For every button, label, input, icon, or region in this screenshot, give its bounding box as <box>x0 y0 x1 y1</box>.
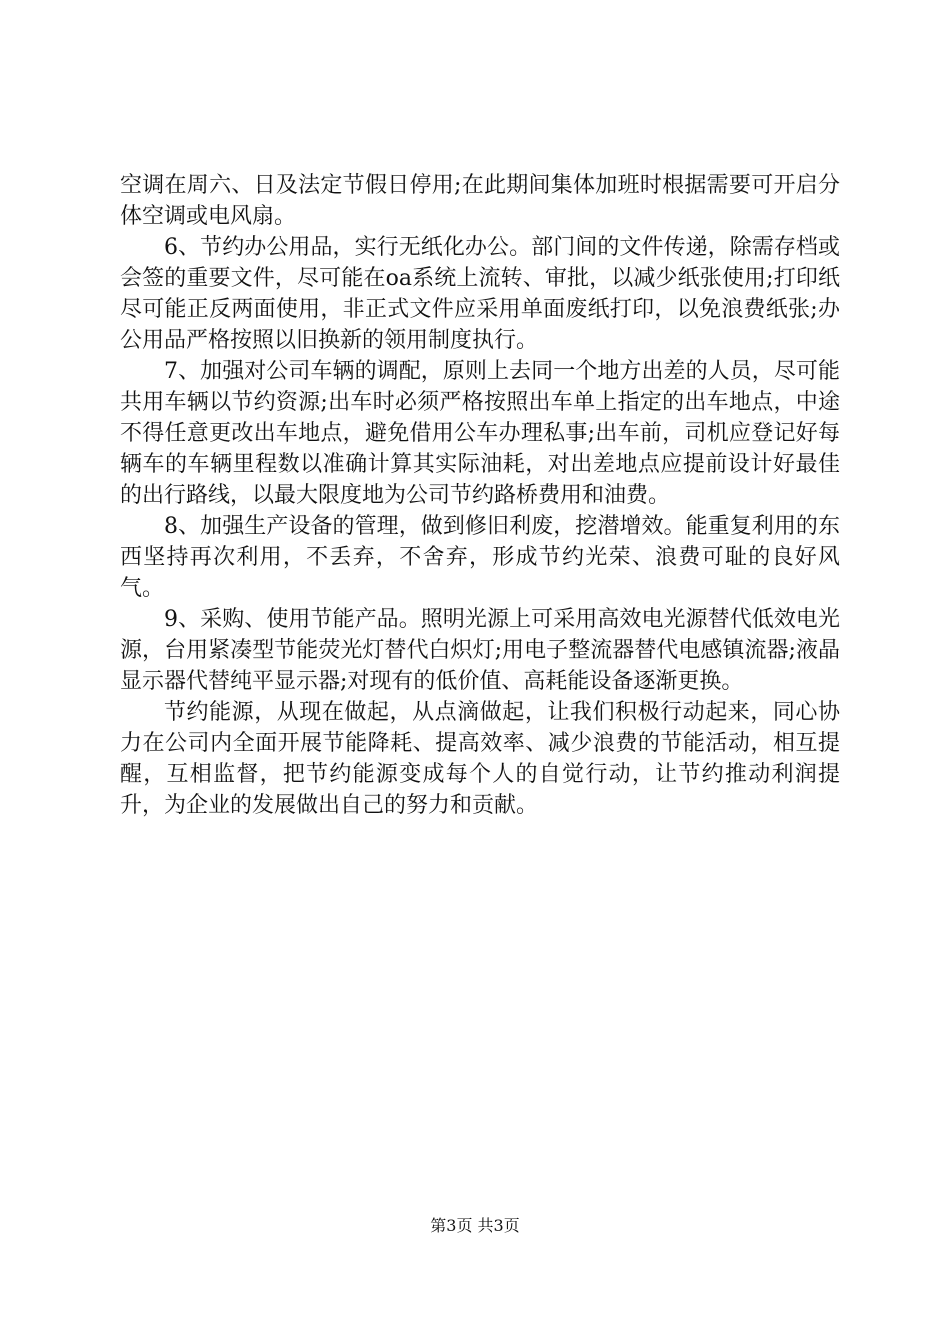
paragraph-office-supplies: 6、节约办公用品，实行无纸化办公。部门间的文件传递，除需存档或会签的重要文件，尽可能在oa系统上流转、审批，以减少纸张使用;打印纸尽可能正反两面使用，非正式文件应采用单面废纸打印，以免浪费纸张;办公用品严格按照以旧换新的领用制度执行。 <box>120 235 840 353</box>
page-number: 第3页 共3页 <box>430 1216 520 1235</box>
paragraph-vehicle-dispatch: 7、加强对公司车辆的调配，原则上去同一个地方出差的人员，尽可能共用车辆以节约资源;出车时必须严格按照出车单上指定的出车地点，中途不得任意更改出车地点，避免借用公车办理私事;出车前，司机应登记好每辆车的车辆里程数以准确计算其实际油耗，对出差地点应提前设计好最佳的出行路线，以最大限度地为公司节约路桥费用和油费。 <box>120 359 840 508</box>
document-body <box>120 170 840 821</box>
paragraph-ac-schedule: 空调在周六、日及法定节假日停用;在此期间集体加班时根据需要可开启分体空调或电风扇。 <box>120 173 840 229</box>
paragraph-equipment-management: 8、加强生产设备的管理，做到修旧利废，挖潜增效。能重复利用的东西坚持再次利用，不丢弃，不舍弃，形成节约光荣、浪费可耻的良好风气。 <box>120 514 840 601</box>
paragraph-energy-saving-products: 9、采购、使用节能产品。照明光源上可采用高效电光源替代低效电光源，台用紧凑型节能荧光灯替代白炽灯;用电子整流器替代电感镇流器;液晶显示器代替纯平显示器;对现有的低价值、高耗能设备逐渐更换。 <box>120 607 840 694</box>
paragraph-closing: 节约能源，从现在做起，从点滴做起，让我们积极行动起来，同心协力在公司内全面开展节能降耗、提高效率、减少浪费的节能活动，相互提醒，互相监督，把节约能源变成每个人的自觉行动，让节约推动利润提升，为企业的发展做出自己的努力和贡献。 <box>120 700 840 818</box>
